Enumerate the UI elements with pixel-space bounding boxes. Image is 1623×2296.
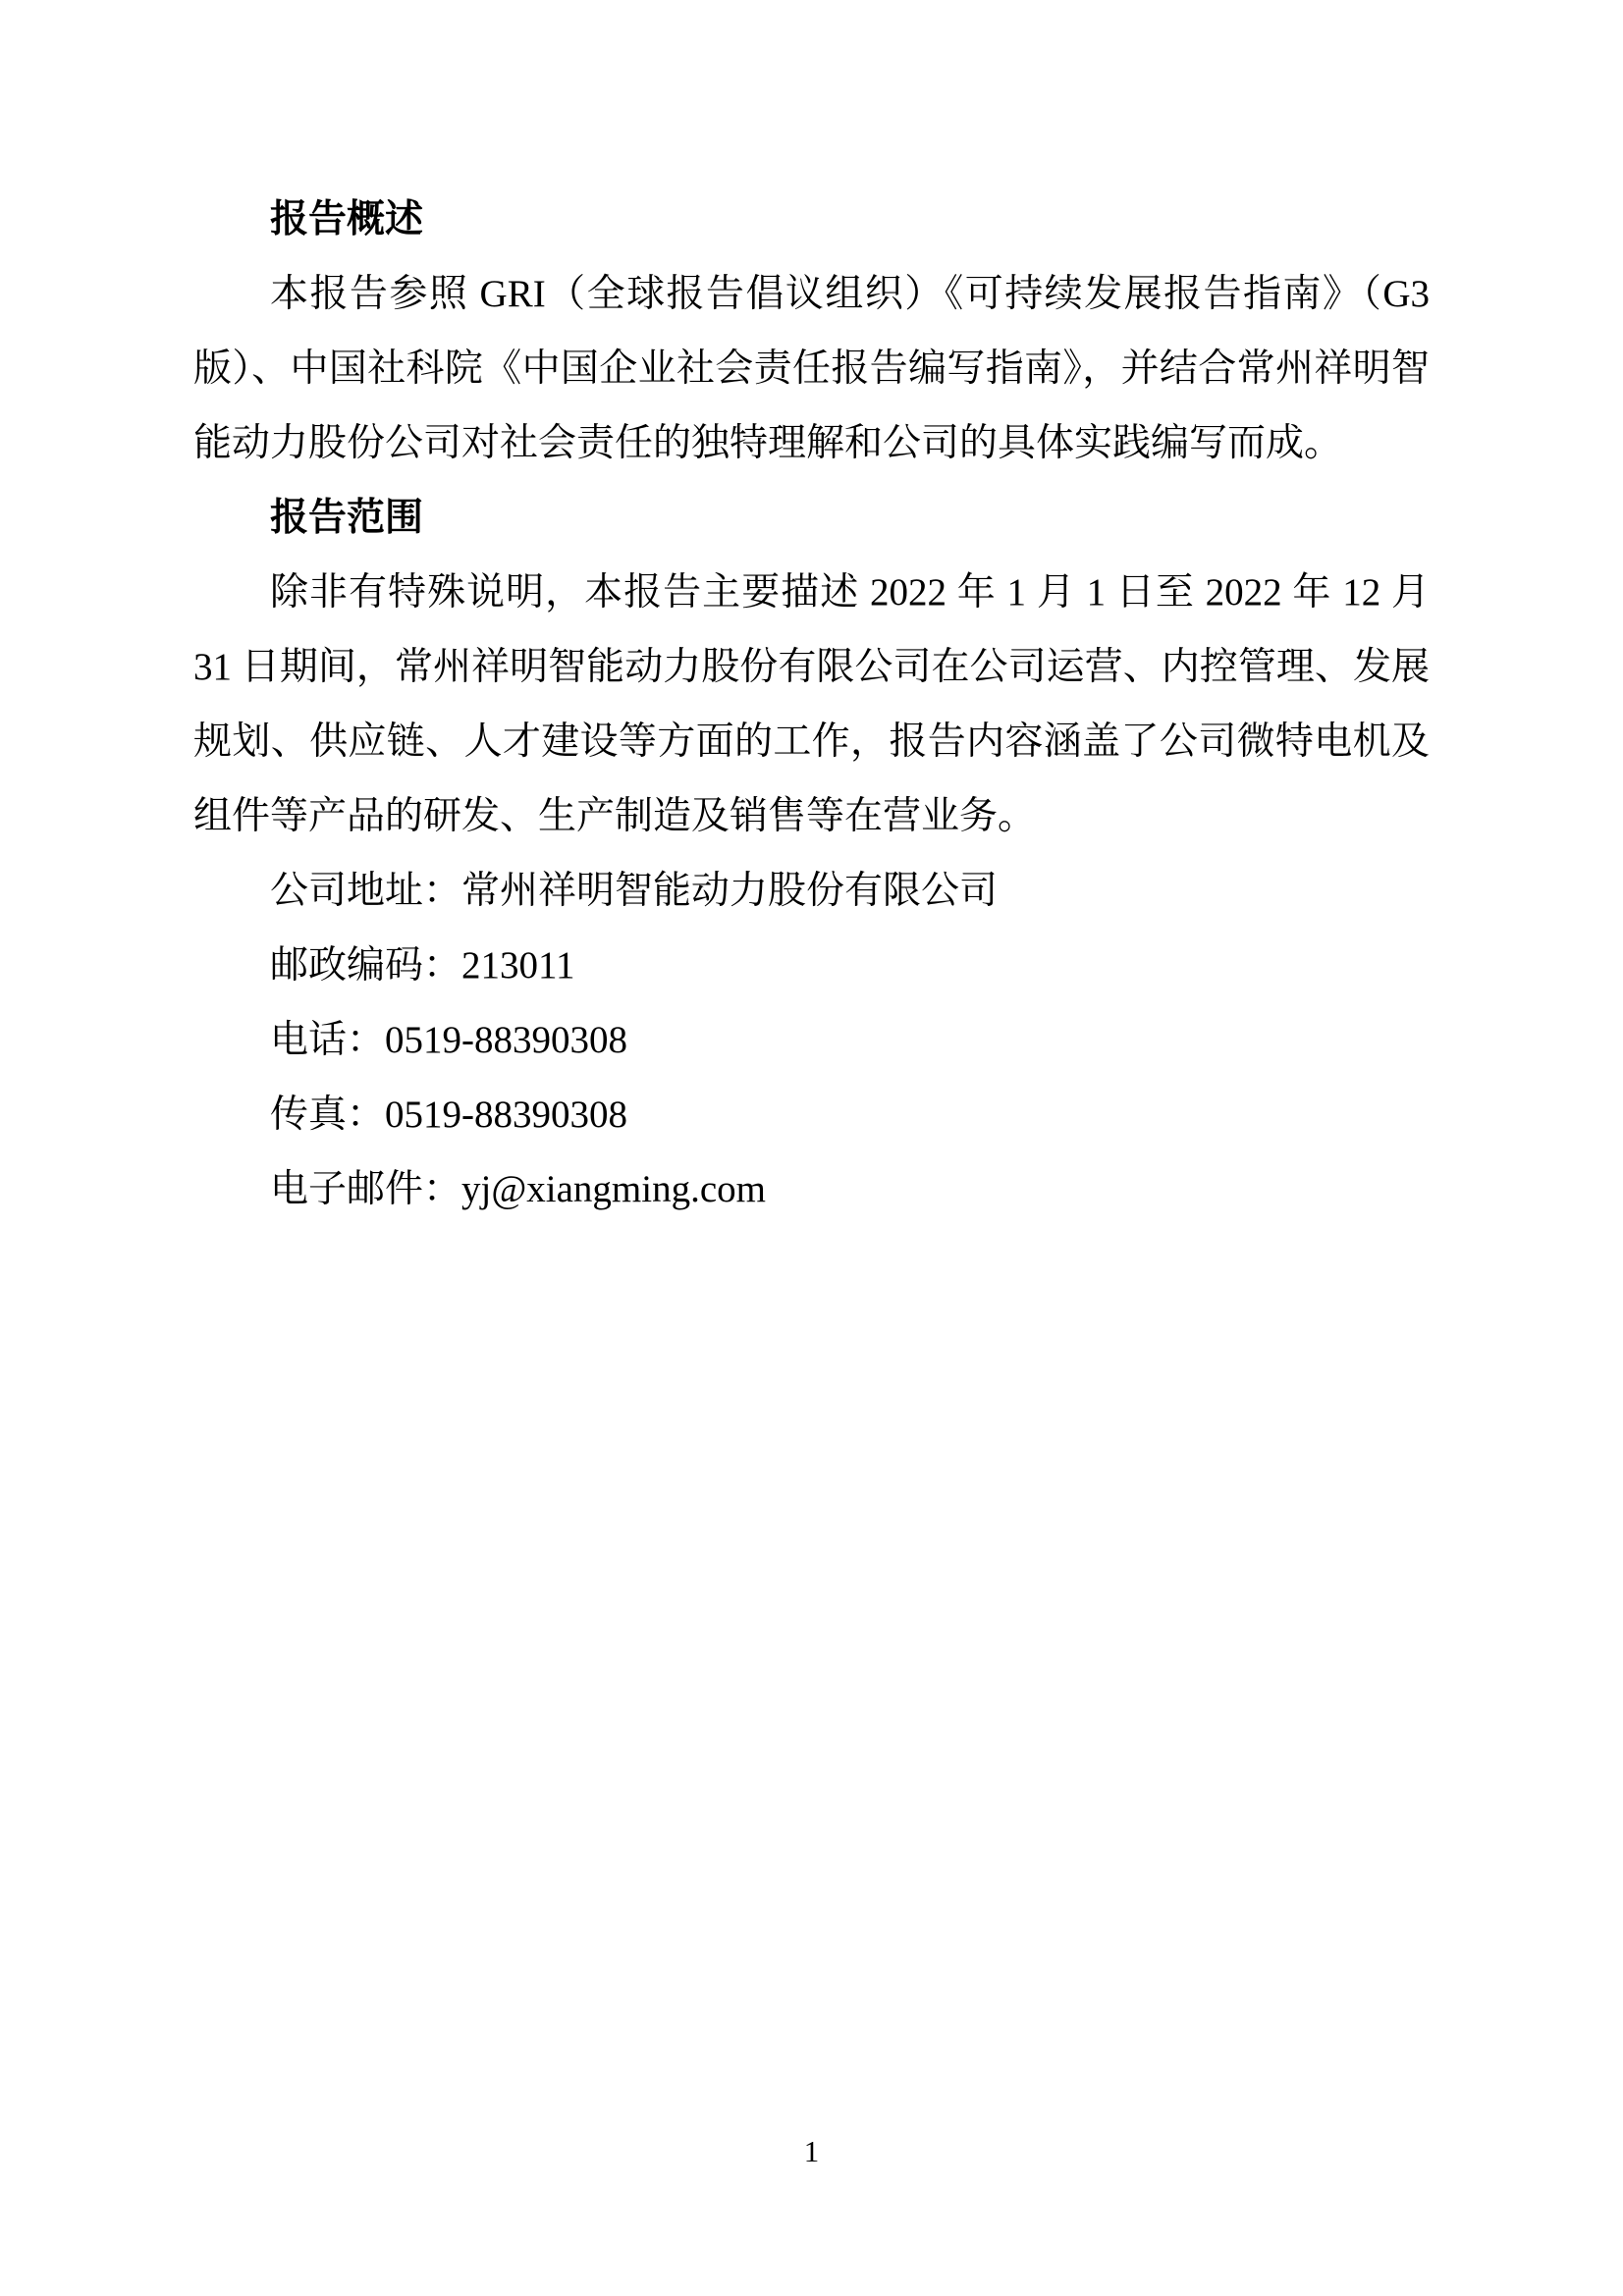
paragraph-report-overview: 本报告参照 GRI（全球报告倡议组织）《可持续发展报告指南》（G3 版）、中国社科院《中国企业社会责任报告编写指南》，并结合常州祥明智能动力股份公司对社会责任的独特理解和公司的具体实践编写而成。 <box>193 273 1430 464</box>
contact-phone: 电话：0519-88390308 <box>270 1019 627 1061</box>
contact-postal-code: 邮政编码：213011 <box>270 944 575 987</box>
section-heading-report-scope: 报告范围 <box>270 497 424 539</box>
report-body <box>193 183 1430 1227</box>
contact-fax: 传真：0519-88390308 <box>270 1094 627 1136</box>
contact-company-address: 公司地址：常州祥明智能动力股份有限公司 <box>270 870 999 912</box>
paragraph-report-scope: 除非有特殊说明，本报告主要描述 2022 年 1 月 1 日至 2022 年 12 月 31 日期间，常州祥明智能动力股份有限公司在公司运营、内控管理、发展规划、供应链、人才建设等方面的工作，报告内容涵盖了公司微特电机及组件等产品的研发、生产制造及销售等在营业务。 <box>193 571 1430 837</box>
contact-email: 电子邮件：yj@xiangming.com <box>270 1168 766 1210</box>
page-number: 1 <box>803 2134 820 2168</box>
section-heading-report-overview: 报告概述 <box>270 198 424 240</box>
